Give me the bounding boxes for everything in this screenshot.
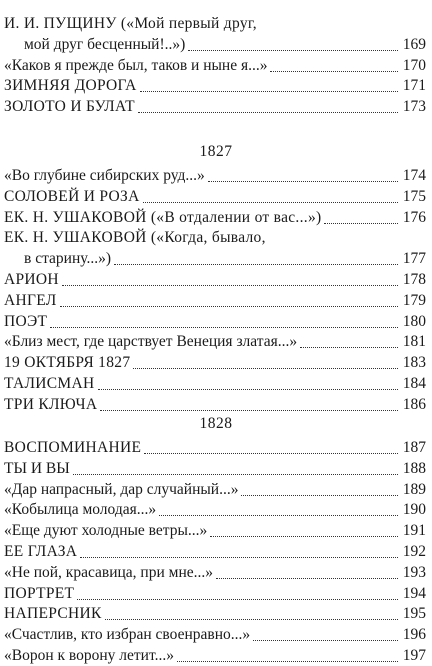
toc-page-number: 174: [402, 167, 426, 184]
toc-page-number: 195: [402, 605, 426, 623]
dot-leader: [50, 327, 398, 328]
dot-leader: [188, 50, 398, 51]
dot-leader: [80, 557, 398, 558]
dot-leader: [140, 91, 398, 92]
toc-page-number: 194: [402, 584, 426, 602]
toc-entry: [4, 521, 426, 541]
toc-entry-title: СОЛОВЕЙ И РОЗА: [4, 187, 140, 205]
toc-entry: [4, 56, 426, 76]
toc-entry-title: ВОСПОМИНАНИЕ: [4, 439, 142, 456]
toc-entry: [4, 76, 426, 96]
toc-entry-title: ЕЕ ГЛАЗА: [4, 543, 78, 560]
toc-entry-title: «Ворон к ворону летит...»: [4, 647, 174, 664]
dot-leader: [216, 578, 398, 579]
toc-entry-title: «Счастлив, кто избран своенравно...»: [4, 626, 251, 644]
toc-entry-line: [4, 228, 426, 248]
toc-page-number: 178: [402, 271, 426, 288]
toc-entry: [4, 35, 426, 55]
dot-leader: [241, 495, 398, 496]
toc-entry: [4, 208, 426, 228]
toc-entry-title: ТЫ И ВЫ: [4, 459, 70, 477]
dot-leader: [210, 536, 398, 537]
toc-entry: [4, 187, 426, 207]
toc-entry-title: «Дар напрасный, дар случайный...»: [4, 480, 239, 498]
toc-entry-title: ТРИ КЛЮЧА: [4, 395, 98, 413]
dot-leader: [177, 661, 398, 662]
toc-entry-line: [4, 14, 426, 34]
toc-entry-title: ЕК. Н. УШАКОВОЙ («В отдалении от вас...»): [4, 208, 322, 226]
toc-entry-title: ЗОЛОТО И БУЛАТ: [4, 98, 135, 116]
toc-page-number: 197: [402, 647, 426, 664]
toc-page-number: 192: [402, 543, 426, 560]
dot-leader: [253, 640, 398, 641]
toc-entry-title: ТАЛИСМАН: [4, 375, 95, 392]
toc-entry-title: ПОРТРЕТ: [4, 584, 75, 602]
toc-entry: [4, 542, 426, 562]
toc-page-number: 180: [402, 312, 426, 330]
toc-page-number: 188: [402, 459, 426, 477]
dot-leader: [98, 389, 398, 390]
dot-leader: [143, 202, 398, 203]
toc-entry: [4, 646, 426, 666]
dot-leader: [324, 223, 398, 224]
toc-entry-title: ЗИМНЯЯ ДОРОГА: [4, 77, 137, 95]
toc-entry: [4, 563, 426, 583]
dot-leader: [105, 619, 398, 620]
dot-leader: [73, 474, 398, 475]
dot-leader: [208, 181, 398, 182]
toc-entry: [4, 480, 426, 500]
dot-leader: [100, 410, 398, 411]
toc-entry: [4, 291, 426, 311]
toc-page-number: 190: [402, 501, 426, 519]
dot-leader: [77, 599, 398, 600]
toc-page-number: 183: [402, 354, 426, 372]
toc-entry-title: «Каков я прежде был, таков и ныне я...»: [4, 56, 268, 74]
section-year-heading: 1828: [199, 415, 233, 432]
toc-page-number: 187: [402, 439, 426, 456]
toc-page-number: 186: [402, 395, 426, 413]
dot-leader: [138, 112, 398, 113]
toc-entry: [4, 625, 426, 645]
toc-page-number: 175: [402, 187, 426, 205]
toc-entry-title: «Кобылица молодая...»: [4, 501, 157, 519]
toc-page-number: 173: [402, 98, 426, 116]
toc-entry-title: «Близ мест, где царствует Венеция златая...»: [4, 333, 298, 351]
section-year-heading: 1827: [199, 143, 233, 160]
toc-page-number: 171: [402, 77, 426, 95]
toc-entry-title: «Еще дуют холодные ветры...»: [4, 522, 208, 540]
toc-entry: [4, 166, 426, 186]
toc-entry: [4, 249, 426, 269]
toc-entry-title: 19 ОКТЯБРЯ 1827: [4, 354, 131, 372]
toc-entry-title: «Во глубине сибирских руд...»: [4, 167, 205, 184]
toc-entry: [4, 459, 426, 479]
dot-leader: [270, 71, 398, 72]
toc-entry: [4, 374, 426, 394]
toc-page-number: 179: [402, 291, 426, 309]
toc-entry: [4, 500, 426, 520]
toc-page-number: 189: [402, 480, 426, 498]
toc-entry-title: «Не пой, красавица, при мне...»: [4, 563, 214, 581]
dot-leader: [144, 453, 398, 454]
toc-entry: [4, 312, 426, 332]
dot-leader: [60, 306, 398, 307]
toc-entry: [4, 438, 426, 458]
toc-page-number: 196: [402, 626, 426, 644]
dot-leader: [114, 264, 398, 265]
toc-page-number: 184: [402, 375, 426, 392]
toc-page-number: 170: [402, 56, 426, 74]
dot-leader: [159, 515, 398, 516]
toc-entry: [4, 584, 426, 604]
toc-entry-title: в старину...»): [24, 250, 111, 268]
toc-page-number: 181: [402, 333, 426, 351]
toc-entry: [4, 353, 426, 373]
dot-leader: [133, 368, 398, 369]
toc-entry: [4, 270, 426, 290]
toc-page-number: 177: [402, 250, 426, 268]
toc-entry-title: ПОЭТ: [4, 312, 48, 330]
toc-entry: [4, 332, 426, 352]
toc-page-number: 176: [402, 208, 426, 226]
toc-page-number: 193: [402, 563, 426, 581]
toc-entry-title: ЕК. Н. УШАКОВОЙ («Когда, бывало,: [4, 229, 266, 247]
toc-entry: [4, 604, 426, 624]
toc-page-number: 169: [402, 35, 426, 53]
toc-entry-title: НАПЕРСНИК: [4, 605, 102, 623]
toc-entry-title: мой друг бесценный!..»): [24, 35, 186, 53]
dot-leader: [62, 285, 398, 286]
toc-entry-title: АРИОН: [4, 271, 59, 288]
toc-page-number: 191: [402, 522, 426, 540]
dot-leader: [300, 347, 398, 348]
toc-entry: [4, 395, 426, 415]
toc-entry: [4, 97, 426, 117]
toc-entry-title: АНГЕЛ: [4, 291, 57, 309]
toc-entry-title: И. И. ПУЩИНУ («Мой первый друг,: [4, 15, 257, 32]
